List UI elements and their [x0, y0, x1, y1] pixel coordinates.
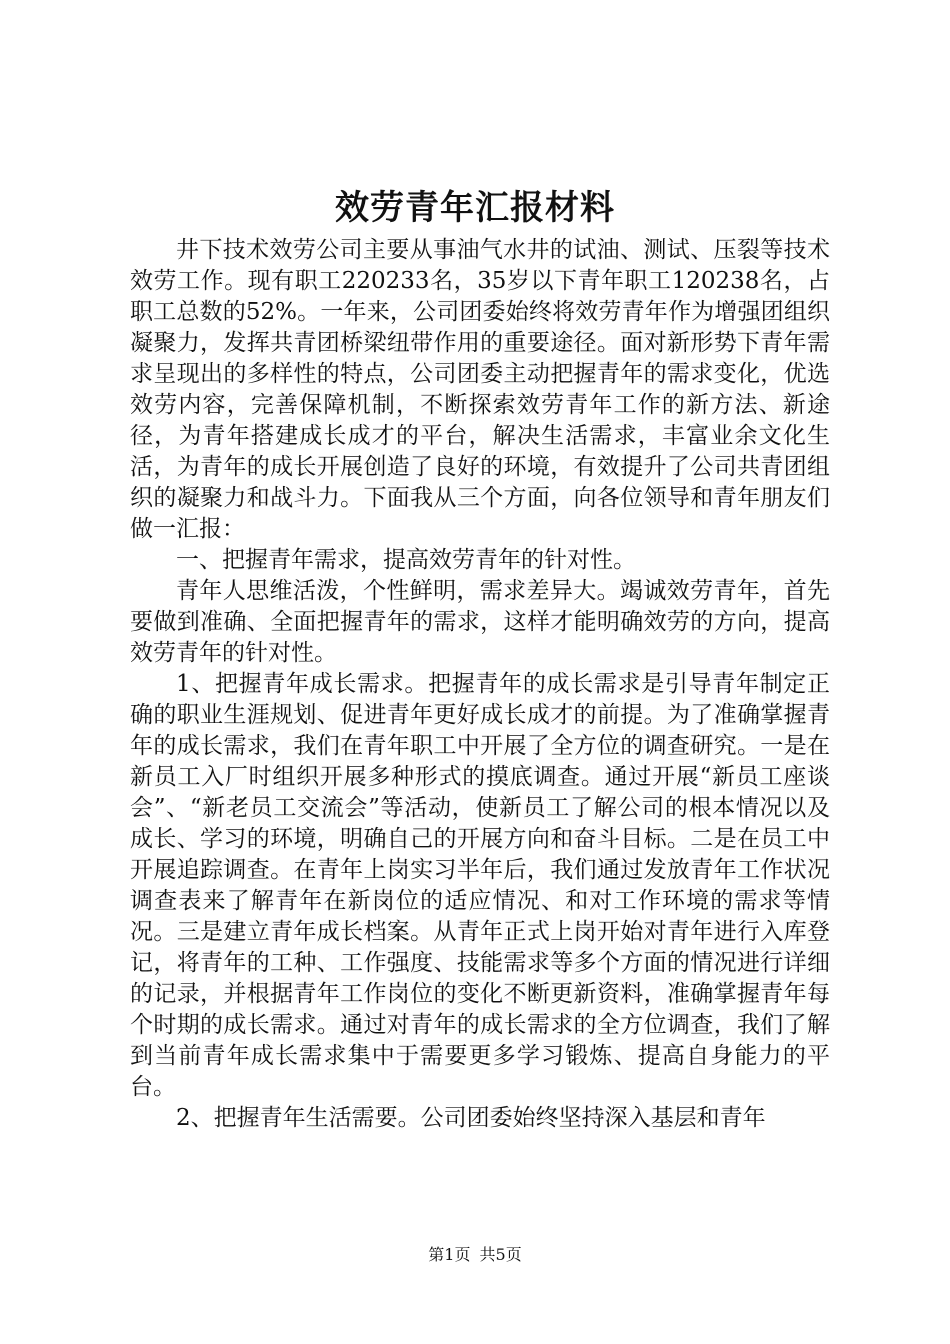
paragraph-intro: 井下技术效劳公司主要从事油气水井的试油、测试、压裂等技术效劳工作。现有职工220233名，35岁以下青年职工120238名，占职工总数的52%。一年来，公司团委始终将效劳青年作为增强团组织凝聚力，发挥共青团桥梁纽带作用的重要途径。面对新形势下青年需求呈现出的多样性的特点，公司团委主动把握青年的需求变化，优选效劳内容，完善保障机制，不断探索效劳青年工作的新方法、新途径，为青年搭建成长成才的平台，解决生活需求，丰富业余文化生活，为青年的成长开展创造了良好的环境，有效提升了公司共青团组织的凝聚力和战斗力。下面我从三个方面，向各位领导和青年朋友们做一汇报：: [130, 237, 830, 542]
page-footer: [0, 1244, 950, 1266]
paragraph-item-1: 1、把握青年成长需求。把握青年的成长需求是引导青年制定正确的职业生涯规划、促进青年更好成长成才的前提。为了准确掌握青年的成长需求，我们在青年职工中开展了全方位的调查研究。一是在新员工入厂时组织开展多种形式的摸底调查。通过开展“新员工座谈会”、“新老员工交流会”等活动，使新员工了解公司的根本情况以及成长、学习的环境，明确自己的开展方向和奋斗目标。二是在员工中开展追踪调查。在青年上岗实习半年后，我们通过发放青年工作状况调查表来了解青年在新岗位的适应情况、和对工作环境的需求等情况。三是建立青年成长档案。从青年正式上岗开始对青年进行入库登记，将青年的工种、工作强度、技能需求等多个方面的情况进行详细的记录，并根据青年工作岗位的变化不断更新资料，准确掌握青年每个时期的成长需求。通过对青年的成长需求的全方位调查，我们了解到当前青年成长需求集中于需要更多学习锻炼、提高自身能力的平台。: [130, 671, 830, 1100]
page-number: 第1页: [428, 1245, 471, 1264]
document-title: 效劳青年汇报材料: [335, 188, 615, 228]
document-body: [130, 235, 830, 1134]
page-total: 共5页: [479, 1245, 522, 1264]
paragraph-section-1: 青年人思维活泼，个性鲜明，需求差异大。竭诚效劳青年，首先要做到准确、全面把握青年的需求，这样才能明确效劳的方向，提高效劳青年的针对性。: [130, 578, 830, 666]
paragraph-item-2: 2、把握青年生活需要。公司团委始终坚持深入基层和青年: [176, 1105, 766, 1131]
section-heading-1: 一、把握青年需求，提高效劳青年的针对性。: [176, 547, 636, 573]
